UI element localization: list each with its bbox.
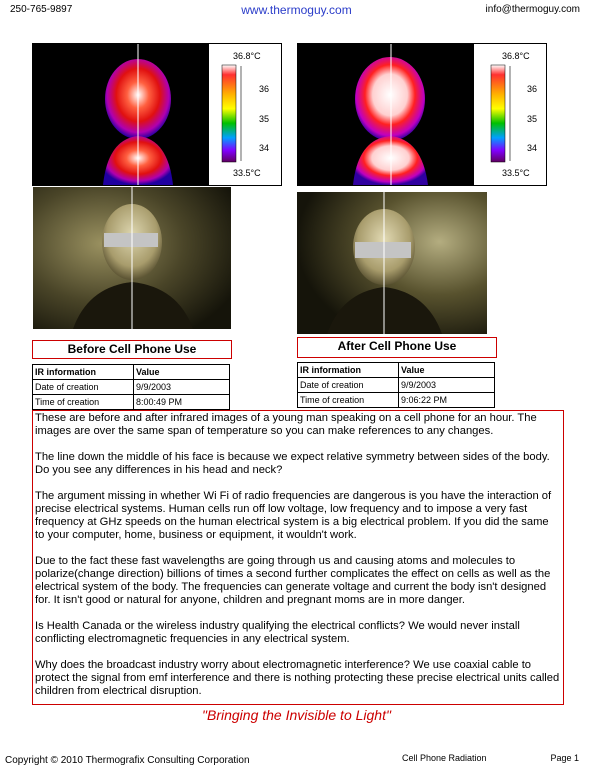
table-header-row bbox=[298, 363, 495, 378]
body-paragraph: The line down the middle of his face is because we expect relative symmetry between sides of the body. Do you see any differences in his head and neck? bbox=[35, 451, 550, 476]
footer-copyright: Copyright © 2010 Thermografix Consulting Corporation bbox=[5, 755, 250, 766]
table-row bbox=[33, 395, 230, 410]
body-text-box bbox=[32, 410, 564, 705]
table-cell: 9/9/2003 bbox=[399, 378, 495, 393]
caption-after: After Cell Phone Use bbox=[297, 337, 497, 358]
footer-page-number: Page 1 bbox=[550, 753, 579, 763]
body-paragraph: These are before and after infrared images of a young man speaking on a cell phone for an hour. The images are over the same span of temperature so you can make references to any changes. bbox=[35, 412, 537, 437]
table-header-cell: IR information bbox=[33, 365, 134, 380]
caption-before: Before Cell Phone Use bbox=[32, 340, 232, 359]
scale-min-label: 33.5°C bbox=[502, 168, 530, 178]
body-paragraph: Is Health Canada or the wireless industry qualifying the electrical conflicts? We would never install conflicting electromagnetic frequencies in any electrical system. bbox=[35, 620, 520, 645]
header-phone: 250-765-9897 bbox=[10, 4, 73, 15]
scale-min-label: 33.5°C bbox=[233, 168, 261, 178]
table-cell: Time of creation bbox=[298, 393, 399, 408]
table-row bbox=[33, 380, 230, 395]
table-row bbox=[298, 393, 495, 408]
body-paragraph: Why does the broadcast industry worry about electromagnetic interference? We use coaxial cable to protect the signal from emf interference and there is nothing protecting these precise electrical units called children from electrical disruption. bbox=[35, 659, 560, 697]
scale-tick-label: 35 bbox=[259, 114, 270, 124]
header-website-link[interactable]: www.thermoguy.com bbox=[241, 3, 352, 17]
scale-tick-label: 35 bbox=[527, 114, 538, 124]
scale-tick-label: 36 bbox=[527, 84, 538, 94]
table-header-cell: Value bbox=[134, 365, 230, 380]
table-cell: 9/9/2003 bbox=[134, 380, 230, 395]
thermal-face-after-graphic bbox=[298, 44, 546, 185]
scale-tick-label: 34 bbox=[259, 143, 270, 153]
scale-max-label: 36.8°C bbox=[233, 51, 261, 61]
thermal-image-before bbox=[32, 43, 282, 186]
scale-tick-label: 34 bbox=[527, 143, 538, 153]
ir-info-table-after bbox=[297, 362, 495, 408]
header-email[interactable]: info@thermoguy.com bbox=[485, 4, 580, 15]
table-header-row bbox=[33, 365, 230, 380]
body-paragraph: The argument missing in whether Wi Fi of radio frequencies are dangerous is you have the interaction of precise electrical systems. Human cells run off low voltage, low frequency and to impose a very fast frequency at GHz speeds on the human electrical system is a big electrical problem. If you did the same to your computer, home, business or equipment, it wouldn't work. bbox=[35, 490, 552, 541]
table-header-cell: IR information bbox=[298, 363, 399, 378]
footer-title: Cell Phone Radiation bbox=[402, 753, 487, 763]
photo-after bbox=[297, 192, 487, 334]
photo-before bbox=[33, 187, 231, 329]
table-cell: Date of creation bbox=[298, 378, 399, 393]
ir-info-table-before bbox=[32, 364, 230, 410]
table-cell: 9:06:22 PM bbox=[399, 393, 495, 408]
photo-before-graphic bbox=[33, 187, 231, 329]
photo-after-graphic bbox=[297, 192, 487, 334]
table-cell: 8:00:49 PM bbox=[134, 395, 230, 410]
tagline: "Bringing the Invisible to Light" bbox=[202, 707, 391, 723]
table-cell: Date of creation bbox=[33, 380, 134, 395]
thermal-face-before-graphic bbox=[33, 44, 281, 185]
scale-tick-label: 36 bbox=[259, 84, 270, 94]
thermal-image-after bbox=[297, 43, 547, 186]
body-paragraph: Due to the fact these fast wavelengths are going through us and causing atoms and molecules to polarize(change direction) billions of times a second further complicates the effect on cells as well as the electrical system of the body. The frequencies can generate voltage and current the body isn't designed for. It isn't good or natural for anyone, children and pregnant moms are in more danger. bbox=[35, 555, 551, 606]
table-row bbox=[298, 378, 495, 393]
table-cell: Time of creation bbox=[33, 395, 134, 410]
scale-max-label: 36.8°C bbox=[502, 51, 530, 61]
table-header-cell: Value bbox=[399, 363, 495, 378]
